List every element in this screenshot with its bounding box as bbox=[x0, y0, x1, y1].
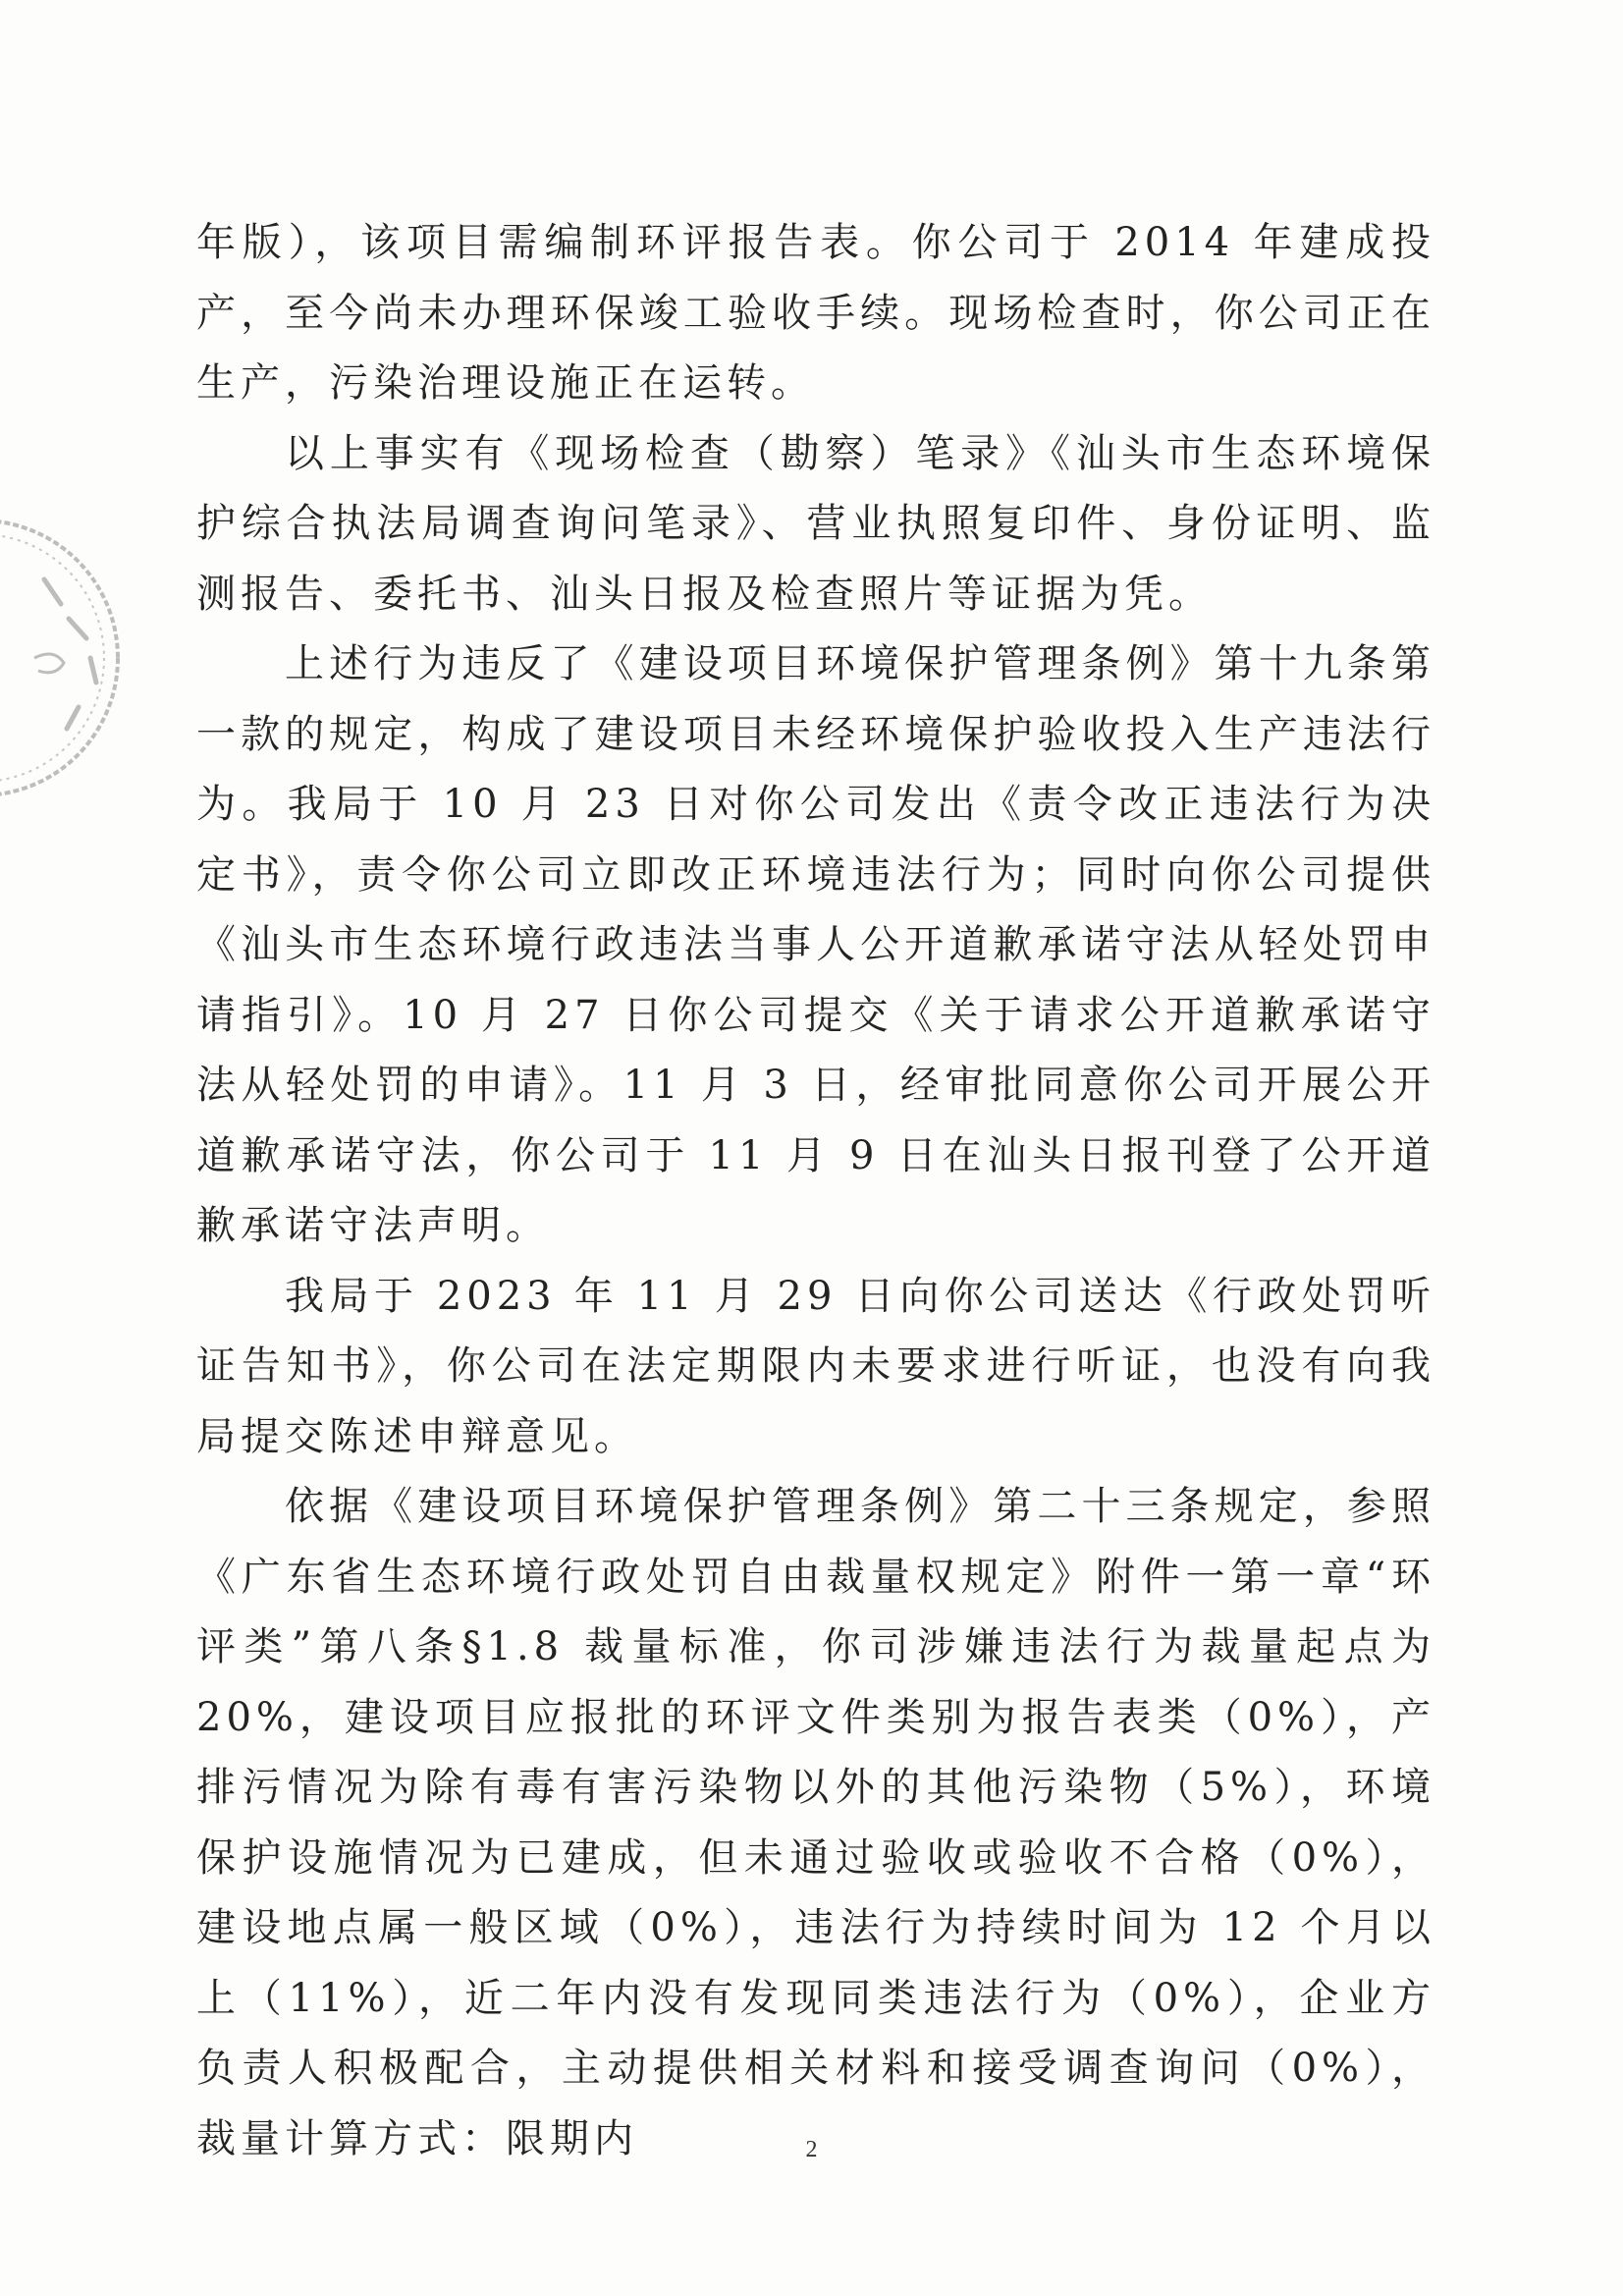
paragraph-3: 上述行为违反了《建设项目环境保护管理条例》第十九条第一款的规定，构成了建设项目未经环境保护验收投入生产违法行为。我局于 10 月 23 日对你公司发出《责令改正违法行为决定书》，责令你公司立即改正环境违法行为；同时向你公司提供《汕头市生态环境行政违法当事人公开道歉承诺守法从轻处罚申请指引》。10 月 27 日你公司提交《关于请求公开道歉承诺守法从轻处罚的申请》。11 月 3 日，经审批同意你公司开展公开道歉承诺守法，你公司于 11 月 9 日在汕头日报刊登了公开道歉承诺守法声明。 bbox=[196, 641, 1435, 1248]
paragraph-2: 以上事实有《现场检查（勘察）笔录》《汕头市生态环境保护综合执法局调查询问笔录》、营业执照复印件、身份证明、监测报告、委托书、汕头日报及检查照片等证据为凭。 bbox=[196, 430, 1435, 617]
paragraph-5: 依据《建设项目环境保护管理条例》第二十三条规定，参照《广东省生态环境行政处罚自由裁量权规定》附件一第一章“环评类”第八条§1.8 裁量标准，你司涉嫌违法行为裁量起点为 20%，建设项目应报批的环评文件类别为报告表类（0%），产排污情况为除有毒有害污染物以外的其他污染物（5%），环境保护设施情况为已建成，但未通过验收或验收不合格（0%），建设地点属一般区域（0%），违法行为持续时间为 12 个月以上（11%），近二年内没有发现同类违法行为（0%），企业方负责人积极配合，主动提供相关材料和接受调查询问（0%），裁量计算方式：限期内 bbox=[196, 1484, 1435, 2161]
paragraph-4: 我局于 2023 年 11 月 29 日向你公司送达《行政处罚听证告知书》，你公司在法定期限内未要求进行听证，也没有向我局提交陈述申辩意见。 bbox=[196, 1273, 1435, 1459]
document-body bbox=[196, 208, 1435, 2174]
page-number: 2 bbox=[805, 2137, 818, 2162]
paragraph-1: 年版），该项目需编制环评报告表。你公司于 2014 年建成投产，至今尚未办理环保竣工验收手续。现场检查时，你公司正在生产，污染治理设施正在运转。 bbox=[196, 220, 1435, 406]
official-seal-icon bbox=[0, 511, 128, 805]
